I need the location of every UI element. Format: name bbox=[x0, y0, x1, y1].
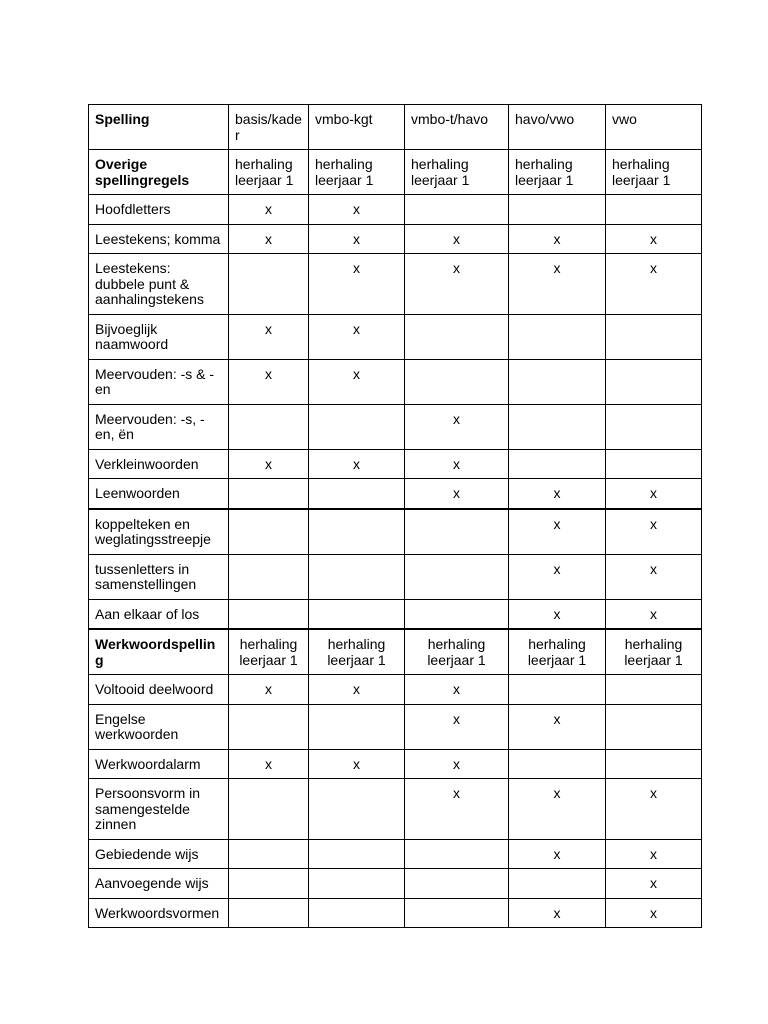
level-cell: herhaling leerjaar 1 bbox=[509, 150, 606, 195]
table-row bbox=[89, 779, 702, 840]
mark-cell bbox=[309, 554, 405, 599]
mark-cell bbox=[229, 404, 309, 449]
mark-cell: x bbox=[509, 254, 606, 315]
mark-cell bbox=[309, 898, 405, 928]
mark-cell: x bbox=[229, 314, 309, 359]
row-label: Bijvoeglijk naamwoord bbox=[89, 314, 229, 359]
mark-cell bbox=[509, 675, 606, 705]
row-label: Meervouden: -s & -en bbox=[89, 359, 229, 404]
mark-cell: x bbox=[606, 599, 702, 629]
mark-cell: x bbox=[405, 479, 509, 509]
mark-cell: x bbox=[405, 224, 509, 254]
mark-cell bbox=[606, 314, 702, 359]
mark-cell bbox=[309, 839, 405, 869]
mark-cell bbox=[309, 869, 405, 899]
row-label: koppelteken en weglatingsstreepje bbox=[89, 509, 229, 555]
header-title: Spelling bbox=[89, 105, 229, 150]
row-label: Engelse werkwoorden bbox=[89, 704, 229, 749]
mark-cell bbox=[405, 509, 509, 555]
mark-cell bbox=[309, 509, 405, 555]
mark-cell: x bbox=[229, 675, 309, 705]
column-header: vmbo-kgt bbox=[309, 105, 405, 150]
table-row bbox=[89, 479, 702, 509]
spelling-table bbox=[88, 104, 702, 928]
mark-cell: x bbox=[309, 254, 405, 315]
row-label: tussenletters in samenstellingen bbox=[89, 554, 229, 599]
level-cell: herhaling leerjaar 1 bbox=[405, 629, 509, 675]
level-cell: herhaling leerjaar 1 bbox=[606, 150, 702, 195]
mark-cell bbox=[229, 554, 309, 599]
row-label: Voltooid deelwoord bbox=[89, 675, 229, 705]
mark-cell bbox=[309, 779, 405, 840]
level-cell: herhaling leerjaar 1 bbox=[405, 150, 509, 195]
level-cell: herhaling leerjaar 1 bbox=[606, 629, 702, 675]
table-row bbox=[89, 314, 702, 359]
mark-cell: x bbox=[309, 224, 405, 254]
mark-cell bbox=[229, 898, 309, 928]
mark-cell bbox=[405, 554, 509, 599]
table-row bbox=[89, 898, 702, 928]
mark-cell: x bbox=[309, 195, 405, 225]
mark-cell: x bbox=[229, 195, 309, 225]
mark-cell bbox=[509, 449, 606, 479]
mark-cell: x bbox=[606, 779, 702, 840]
mark-cell bbox=[229, 479, 309, 509]
mark-cell bbox=[509, 869, 606, 899]
mark-cell bbox=[606, 675, 702, 705]
row-label: Werkwoordalarm bbox=[89, 749, 229, 779]
mark-cell bbox=[509, 404, 606, 449]
table-row bbox=[89, 599, 702, 629]
mark-cell: x bbox=[606, 224, 702, 254]
mark-cell: x bbox=[509, 479, 606, 509]
mark-cell: x bbox=[229, 449, 309, 479]
mark-cell bbox=[309, 404, 405, 449]
mark-cell bbox=[509, 314, 606, 359]
table-row bbox=[89, 449, 702, 479]
mark-cell: x bbox=[606, 898, 702, 928]
row-label: Persoonsvorm in samengestelde zinnen bbox=[89, 779, 229, 840]
mark-cell: x bbox=[229, 359, 309, 404]
table-row bbox=[89, 404, 702, 449]
mark-cell bbox=[405, 599, 509, 629]
mark-cell: x bbox=[606, 554, 702, 599]
mark-cell: x bbox=[309, 749, 405, 779]
mark-cell: x bbox=[405, 675, 509, 705]
mark-cell: x bbox=[509, 704, 606, 749]
mark-cell bbox=[229, 839, 309, 869]
mark-cell bbox=[509, 749, 606, 779]
mark-cell bbox=[405, 869, 509, 899]
mark-cell bbox=[229, 704, 309, 749]
mark-cell bbox=[606, 704, 702, 749]
mark-cell bbox=[229, 509, 309, 555]
column-header: havo/vwo bbox=[509, 105, 606, 150]
mark-cell bbox=[405, 898, 509, 928]
table-row bbox=[89, 224, 702, 254]
table-row bbox=[89, 509, 702, 555]
mark-cell bbox=[606, 449, 702, 479]
mark-cell: x bbox=[405, 404, 509, 449]
table-row bbox=[89, 195, 702, 225]
mark-cell: x bbox=[309, 675, 405, 705]
mark-cell bbox=[509, 359, 606, 404]
mark-cell: x bbox=[405, 749, 509, 779]
table-row bbox=[89, 869, 702, 899]
mark-cell: x bbox=[606, 254, 702, 315]
column-header: basis/kader bbox=[229, 105, 309, 150]
mark-cell bbox=[229, 254, 309, 315]
mark-cell bbox=[606, 404, 702, 449]
mark-cell: x bbox=[509, 224, 606, 254]
row-label: Hoofdletters bbox=[89, 195, 229, 225]
level-cell: herhaling leerjaar 1 bbox=[509, 629, 606, 675]
mark-cell bbox=[229, 869, 309, 899]
level-cell: herhaling leerjaar 1 bbox=[229, 150, 309, 195]
row-label: Werkwoordsvormen bbox=[89, 898, 229, 928]
mark-cell: x bbox=[309, 449, 405, 479]
mark-cell: x bbox=[606, 479, 702, 509]
mark-cell: x bbox=[405, 779, 509, 840]
mark-cell: x bbox=[509, 509, 606, 555]
mark-cell bbox=[606, 749, 702, 779]
section-header-row bbox=[89, 150, 702, 195]
row-label: Leenwoorden bbox=[89, 479, 229, 509]
mark-cell: x bbox=[405, 704, 509, 749]
level-cell: herhaling leerjaar 1 bbox=[309, 629, 405, 675]
mark-cell bbox=[309, 704, 405, 749]
table-row bbox=[89, 749, 702, 779]
mark-cell: x bbox=[606, 869, 702, 899]
mark-cell: x bbox=[509, 599, 606, 629]
row-label: Leestekens: dubbele punt & aanhalingstekens bbox=[89, 254, 229, 315]
mark-cell: x bbox=[509, 839, 606, 869]
mark-cell bbox=[309, 479, 405, 509]
mark-cell bbox=[229, 599, 309, 629]
table-row bbox=[89, 704, 702, 749]
table-row bbox=[89, 839, 702, 869]
section-title: Werkwoordspelling bbox=[89, 629, 229, 675]
mark-cell bbox=[606, 195, 702, 225]
mark-cell bbox=[405, 359, 509, 404]
column-header: vwo bbox=[606, 105, 702, 150]
mark-cell bbox=[405, 195, 509, 225]
mark-cell: x bbox=[229, 224, 309, 254]
mark-cell bbox=[405, 839, 509, 869]
table-row bbox=[89, 254, 702, 315]
table-body bbox=[89, 105, 702, 928]
section-header-row bbox=[89, 629, 702, 675]
row-label: Gebiedende wijs bbox=[89, 839, 229, 869]
section-title: Overige spellingregels bbox=[89, 150, 229, 195]
mark-cell bbox=[509, 195, 606, 225]
mark-cell: x bbox=[309, 359, 405, 404]
table-row bbox=[89, 359, 702, 404]
row-label: Verkleinwoorden bbox=[89, 449, 229, 479]
level-cell: herhaling leerjaar 1 bbox=[229, 629, 309, 675]
mark-cell bbox=[229, 779, 309, 840]
mark-cell: x bbox=[509, 779, 606, 840]
table-row bbox=[89, 675, 702, 705]
mark-cell: x bbox=[509, 898, 606, 928]
column-header: vmbo-t/havo bbox=[405, 105, 509, 150]
mark-cell bbox=[405, 314, 509, 359]
mark-cell bbox=[309, 599, 405, 629]
mark-cell: x bbox=[309, 314, 405, 359]
mark-cell: x bbox=[405, 449, 509, 479]
row-label: Aan elkaar of los bbox=[89, 599, 229, 629]
row-label: Aanvoegende wijs bbox=[89, 869, 229, 899]
mark-cell: x bbox=[509, 554, 606, 599]
mark-cell: x bbox=[606, 839, 702, 869]
header-row bbox=[89, 105, 702, 150]
level-cell: herhaling leerjaar 1 bbox=[309, 150, 405, 195]
mark-cell bbox=[606, 359, 702, 404]
mark-cell: x bbox=[229, 749, 309, 779]
table-row bbox=[89, 554, 702, 599]
mark-cell: x bbox=[405, 254, 509, 315]
mark-cell: x bbox=[606, 509, 702, 555]
row-label: Leestekens; komma bbox=[89, 224, 229, 254]
row-label: Meervouden: -s, -en, ën bbox=[89, 404, 229, 449]
